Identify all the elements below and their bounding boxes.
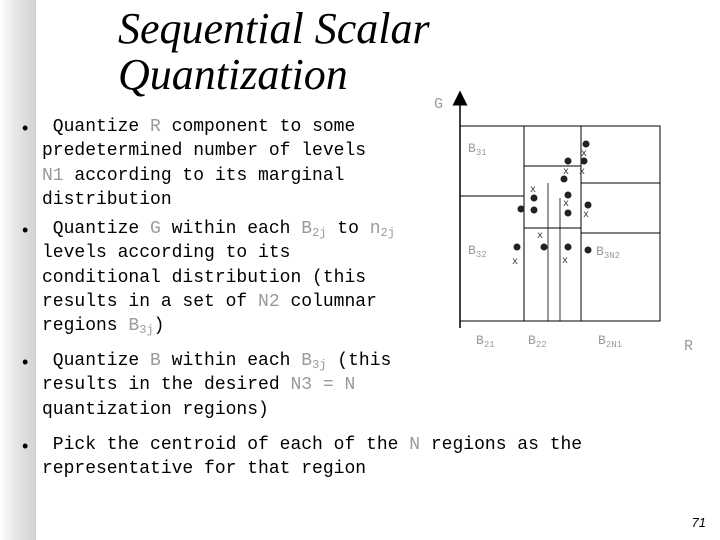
left-decorative-bar [0, 0, 36, 540]
centroid-marker: x [537, 231, 544, 242]
label-b31: $B_{31}$ [468, 141, 487, 158]
title-line-1: Sequential Scalar [118, 4, 430, 53]
bullet-1-text: Quantize R component to some predetermined number of levels N1 according to its marginal distribution [42, 117, 367, 210]
centroid-dot [585, 247, 592, 254]
label-b22: $B_{22}$ [528, 333, 547, 350]
centroid-dot [514, 244, 521, 251]
centroid-dots [514, 141, 592, 254]
centroid-marker: x [562, 256, 569, 267]
centroid-dot [531, 207, 538, 214]
centroid-dot [518, 206, 525, 213]
label-b32: $B_{32}$ [468, 243, 487, 260]
centroid-marker: x [579, 167, 586, 178]
label-b2n1: $B_{2N1}$ [598, 333, 623, 350]
g-axis-label: G [434, 96, 444, 113]
bullet-3-text: Quantize B within each $B_{3j}$ (this results in the desired N3 = N quantization regions) [42, 351, 392, 420]
bullet-marker-1: • [22, 118, 29, 138]
bullet-marker-2: • [22, 220, 29, 240]
centroid-marker: x [512, 257, 519, 268]
centroid-dot [541, 244, 548, 251]
centroid-dot [565, 158, 572, 165]
centroid-dot [565, 192, 572, 199]
centroid-marker: x [563, 167, 570, 178]
bullet-marker-3: • [22, 352, 29, 372]
centroid-dot [583, 141, 590, 148]
centroid-marker: x [563, 199, 570, 210]
slide-title [118, 6, 430, 98]
bullet-marker-4: • [22, 436, 29, 456]
r-axis-label: R [684, 338, 694, 355]
bullet-4-text: Pick the centroid of each of the N regions as the representative for that region [42, 435, 583, 480]
bullet-2-text: Quantize G within each $B_{2j}$ to $n_{2j}$ levels according to its conditional distribution (this results in a set of N2 columnar regions $B_{3j}$) [42, 219, 395, 338]
title-line-2: Quantization [118, 50, 348, 99]
centroid-dot [585, 202, 592, 209]
label-b3n2: $B_{3N2}$ [596, 244, 621, 261]
label-b21: $B_{21}$ [476, 333, 495, 350]
page-number: 71 [691, 515, 706, 530]
centroid-dot [565, 210, 572, 217]
centroid-marker: x [583, 210, 590, 221]
centroid-marker: x [581, 149, 588, 160]
centroid-dot [565, 244, 572, 251]
quantization-diagram [420, 88, 710, 368]
centroid-marker: x [530, 185, 537, 196]
